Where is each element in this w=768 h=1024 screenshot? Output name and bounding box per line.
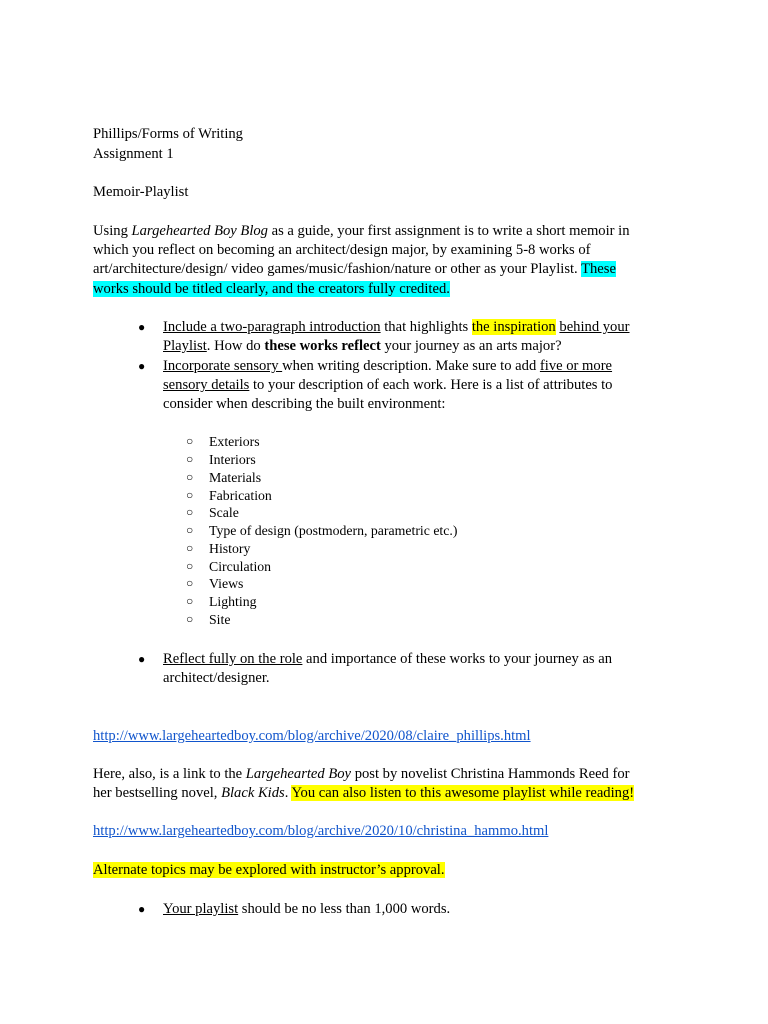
bullet-2-line-3: consider when describing the built environment:: [163, 396, 446, 412]
circle-bullet-icon: ○: [186, 434, 194, 448]
attribute-item: Views: [209, 576, 244, 591]
attribute-item: Type of design (postmodern, parametric etc.): [209, 523, 458, 538]
circle-bullet-icon: ○: [186, 470, 194, 484]
attribute-item: Interiors: [209, 452, 256, 467]
bullet-icon: ●: [138, 652, 146, 666]
final-bullet-line: Your playlist should be no less than 1,000 words.: [163, 901, 451, 917]
intro-line-2: which you reflect on becoming an architect/design major, by examining 5-8 works of: [93, 242, 591, 258]
circle-bullet-icon: ○: [186, 559, 194, 573]
attribute-item: Lighting: [209, 594, 257, 609]
circle-bullet-icon: ○: [186, 488, 194, 502]
circle-bullet-icon: ○: [186, 505, 194, 519]
reed-line-1: Here, also, is a link to the Largehearted Boy post by novelist Christina Hammonds Reed for: [93, 766, 630, 782]
attribute-item: Site: [209, 612, 231, 627]
circle-bullet-icon: ○: [186, 576, 194, 590]
bullet-icon: ●: [138, 320, 146, 334]
attribute-item: Fabrication: [209, 488, 272, 503]
attribute-item: History: [209, 541, 251, 556]
circle-bullet-icon: ○: [186, 541, 194, 555]
attribute-item: Scale: [209, 505, 239, 520]
alternate-topics-line: Alternate topics may be explored with instructor’s approval.: [93, 862, 445, 878]
christina-hammo-link-line: [93, 822, 548, 841]
intro-line-4: works should be titled clearly, and the creators fully credited.: [93, 281, 450, 297]
attribute-item: Materials: [209, 470, 262, 485]
assignment-line: Assignment 1: [93, 146, 174, 162]
bullet-1-line-2: Playlist. How do these works reflect your journey as an arts major?: [163, 338, 562, 354]
circle-bullet-icon: ○: [186, 612, 194, 626]
bullet-1-line-1: Include a two-paragraph introduction that highlights the inspiration behind your: [163, 319, 630, 335]
document-title: Memoir-Playlist: [93, 184, 189, 200]
bullet-2-line-1: Incorporate sensory when writing description. Make sure to add five or more: [163, 358, 613, 374]
circle-bullet-icon: ○: [186, 594, 194, 608]
bullet-2-line-2: sensory details to your description of each work. Here is a list of attributes to: [163, 377, 613, 393]
claire-phillips-link-line: [93, 727, 531, 746]
bullet-icon: ●: [138, 359, 146, 373]
course-line: Phillips/Forms of Writing: [93, 126, 243, 142]
intro-line-1: Using Largehearted Boy Blog as a guide, your first assignment is to write a short memoir in: [93, 223, 630, 239]
attribute-item: Circulation: [209, 559, 272, 574]
christina-hammo-link[interactable]: http://www.largeheartedboy.com/blog/archive/2020/10/christina_hammo.html: [93, 823, 549, 839]
bullet-icon: ●: [138, 902, 146, 916]
intro-line-3: art/architecture/design/ video games/music/fashion/nature or other as your Playlist. These: [93, 261, 616, 277]
attribute-item: Exteriors: [209, 434, 260, 449]
circle-bullet-icon: ○: [186, 523, 194, 537]
claire-phillips-link[interactable]: http://www.largeheartedboy.com/blog/archive/2020/08/claire_phillips.html: [93, 728, 531, 744]
bullet-3-line-2: architect/designer.: [163, 670, 270, 686]
circle-bullet-icon: ○: [186, 452, 194, 466]
reed-line-2: her bestselling novel, Black Kids. You can also listen to this awesome playlist while reading!: [93, 785, 635, 801]
bullet-3-line-1: Reflect fully on the role and importance of these works to your journey as an: [163, 651, 613, 667]
